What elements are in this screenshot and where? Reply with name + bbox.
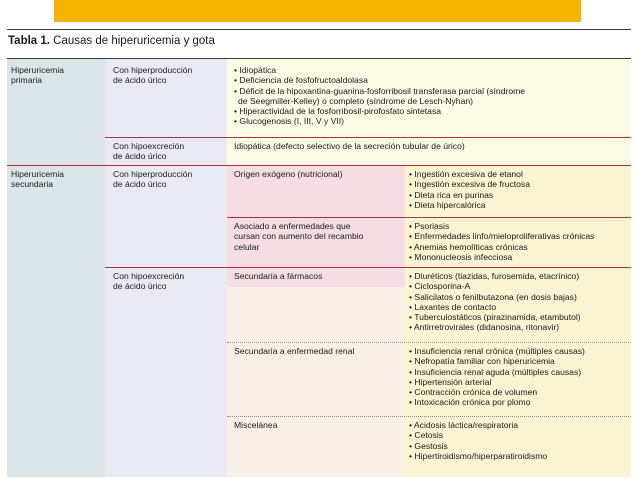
list-item: • Insuficiencia renal crónica (múltiples causas) <box>409 346 585 356</box>
hiperuricemia-primaria-label: Hiperuricemia primaria <box>11 65 65 86</box>
list-item: • Idiopática <box>234 65 525 75</box>
primaria-hipoexcrecion-label: Con hipoexcreción de ácido úrico <box>113 141 185 162</box>
list-item: • Laxantes de contacto <box>409 302 581 312</box>
rule-primaria-secundaria <box>7 165 631 166</box>
list-item: • Contracción crónica de volumen <box>409 387 585 397</box>
hiperuricemia-secundaria-label: Hiperuricemia secundaria <box>11 169 65 190</box>
rule-primaria-split <box>105 137 631 138</box>
list-item: • Ingestión excesiva de etanol <box>409 169 530 179</box>
list-item: • Mononucleosis infecciosa <box>409 252 594 262</box>
asociado-enfermedades-label: Asociado a enfermedades que cursan con aumento del recambio celular <box>234 221 364 252</box>
farmacos-list <box>409 271 581 333</box>
primaria-hiperproduccion-label: Con hiperproducción de ácido úrico <box>113 65 193 86</box>
list-item: • Ciclosporina-A <box>409 281 581 291</box>
list-item: • Glucogenosis (I, III, V y VII) <box>234 116 525 126</box>
table-title <box>8 35 215 47</box>
list-item: • Dieta rica en purinas <box>409 190 530 200</box>
enfermedad-renal-list <box>409 346 585 408</box>
miscelanea-label: Miscelánea <box>234 420 278 430</box>
list-item: • Psoriasis <box>409 221 594 231</box>
list-item: • Dieta hipercalórica <box>409 200 530 210</box>
top-banner <box>54 0 581 22</box>
asociado-enfermedades-list <box>409 221 594 262</box>
origen-exogeno-list <box>409 169 530 210</box>
list-item: • Déficit de la hipoxantina-guanina-fosforribosil transferasa parcial (síndrome <box>234 86 525 96</box>
list-item: • Gestosis <box>409 441 547 451</box>
primaria-hipoexcrecion-cause: Idiopática (defecto selectivo de la secreción tubular de úrico) <box>234 141 465 151</box>
secundaria-hiperproduccion-label: Con hiperproducción de ácido úrico <box>113 169 193 190</box>
table-1 <box>7 29 631 477</box>
column-mechanism <box>105 59 227 477</box>
list-item: • Diuréticos (tiazidas, furosemida, etacrínico) <box>409 271 581 281</box>
secundaria-hipoexcrecion-label: Con hipoexcreción de ácido úrico <box>113 271 185 292</box>
rule-farmacos-renal <box>227 342 631 343</box>
farmacos-label: Secundaria a fármacos <box>234 271 323 281</box>
list-item: • Nefropatía familiar con hiperuricemia <box>409 356 585 366</box>
table-caption: Causas de hiperuricemia y gota <box>53 35 215 47</box>
list-item: • Anemias hemolíticas crónicas <box>409 242 594 252</box>
table-label: Tabla 1. <box>8 35 50 47</box>
list-item: • Acidosis láctica/respiratoria <box>409 420 547 430</box>
primaria-causes-list <box>234 65 525 127</box>
list-item: • Hiperactividad de la fosforribosil-pirofosfato sintetasa <box>234 106 525 116</box>
rule-origen-asociado <box>227 217 631 218</box>
list-item: • Intoxicación crónica por plomo <box>409 397 585 407</box>
list-item: • Cetosis <box>409 430 547 440</box>
rule-renal-miscelanea <box>227 416 631 417</box>
list-item: • Enfermedades linfo/mieloproliferativas crónicas <box>409 231 594 241</box>
list-item: • Antirretrovirales (didanosina, ritonavir) <box>409 322 581 332</box>
column-type <box>7 59 105 477</box>
list-item: • Ingestión excesiva de fructosa <box>409 179 530 189</box>
list-item: • Insuficiencia renal aguda (múltiples causas) <box>409 367 585 377</box>
list-item: • Hipertiroidismo/hiperparatiroidismo <box>409 451 547 461</box>
origen-exogeno-label: Origen exógeno (nutricional) <box>234 169 343 179</box>
enfermedad-renal-label: Secundaria a enfermedad renal <box>234 346 355 356</box>
list-item: de Seegmiller-Kelley) o completo (síndrome de Lesch-Nyhan) <box>238 95 474 106</box>
list-item: • Tuberculostáticos (pirazinamida, etambutol) <box>409 312 581 322</box>
hipoexcrecion-area <box>227 287 405 477</box>
list-item: • Deficiencia de fosfofructoaldolasa <box>234 75 525 85</box>
rule-hiper-hipo <box>105 267 631 268</box>
list-item: • Salicilatos o fenilbutazona (en dosis bajas) <box>409 292 581 302</box>
list-item: • Hipertensión arterial <box>409 377 585 387</box>
miscelanea-list <box>409 420 547 461</box>
